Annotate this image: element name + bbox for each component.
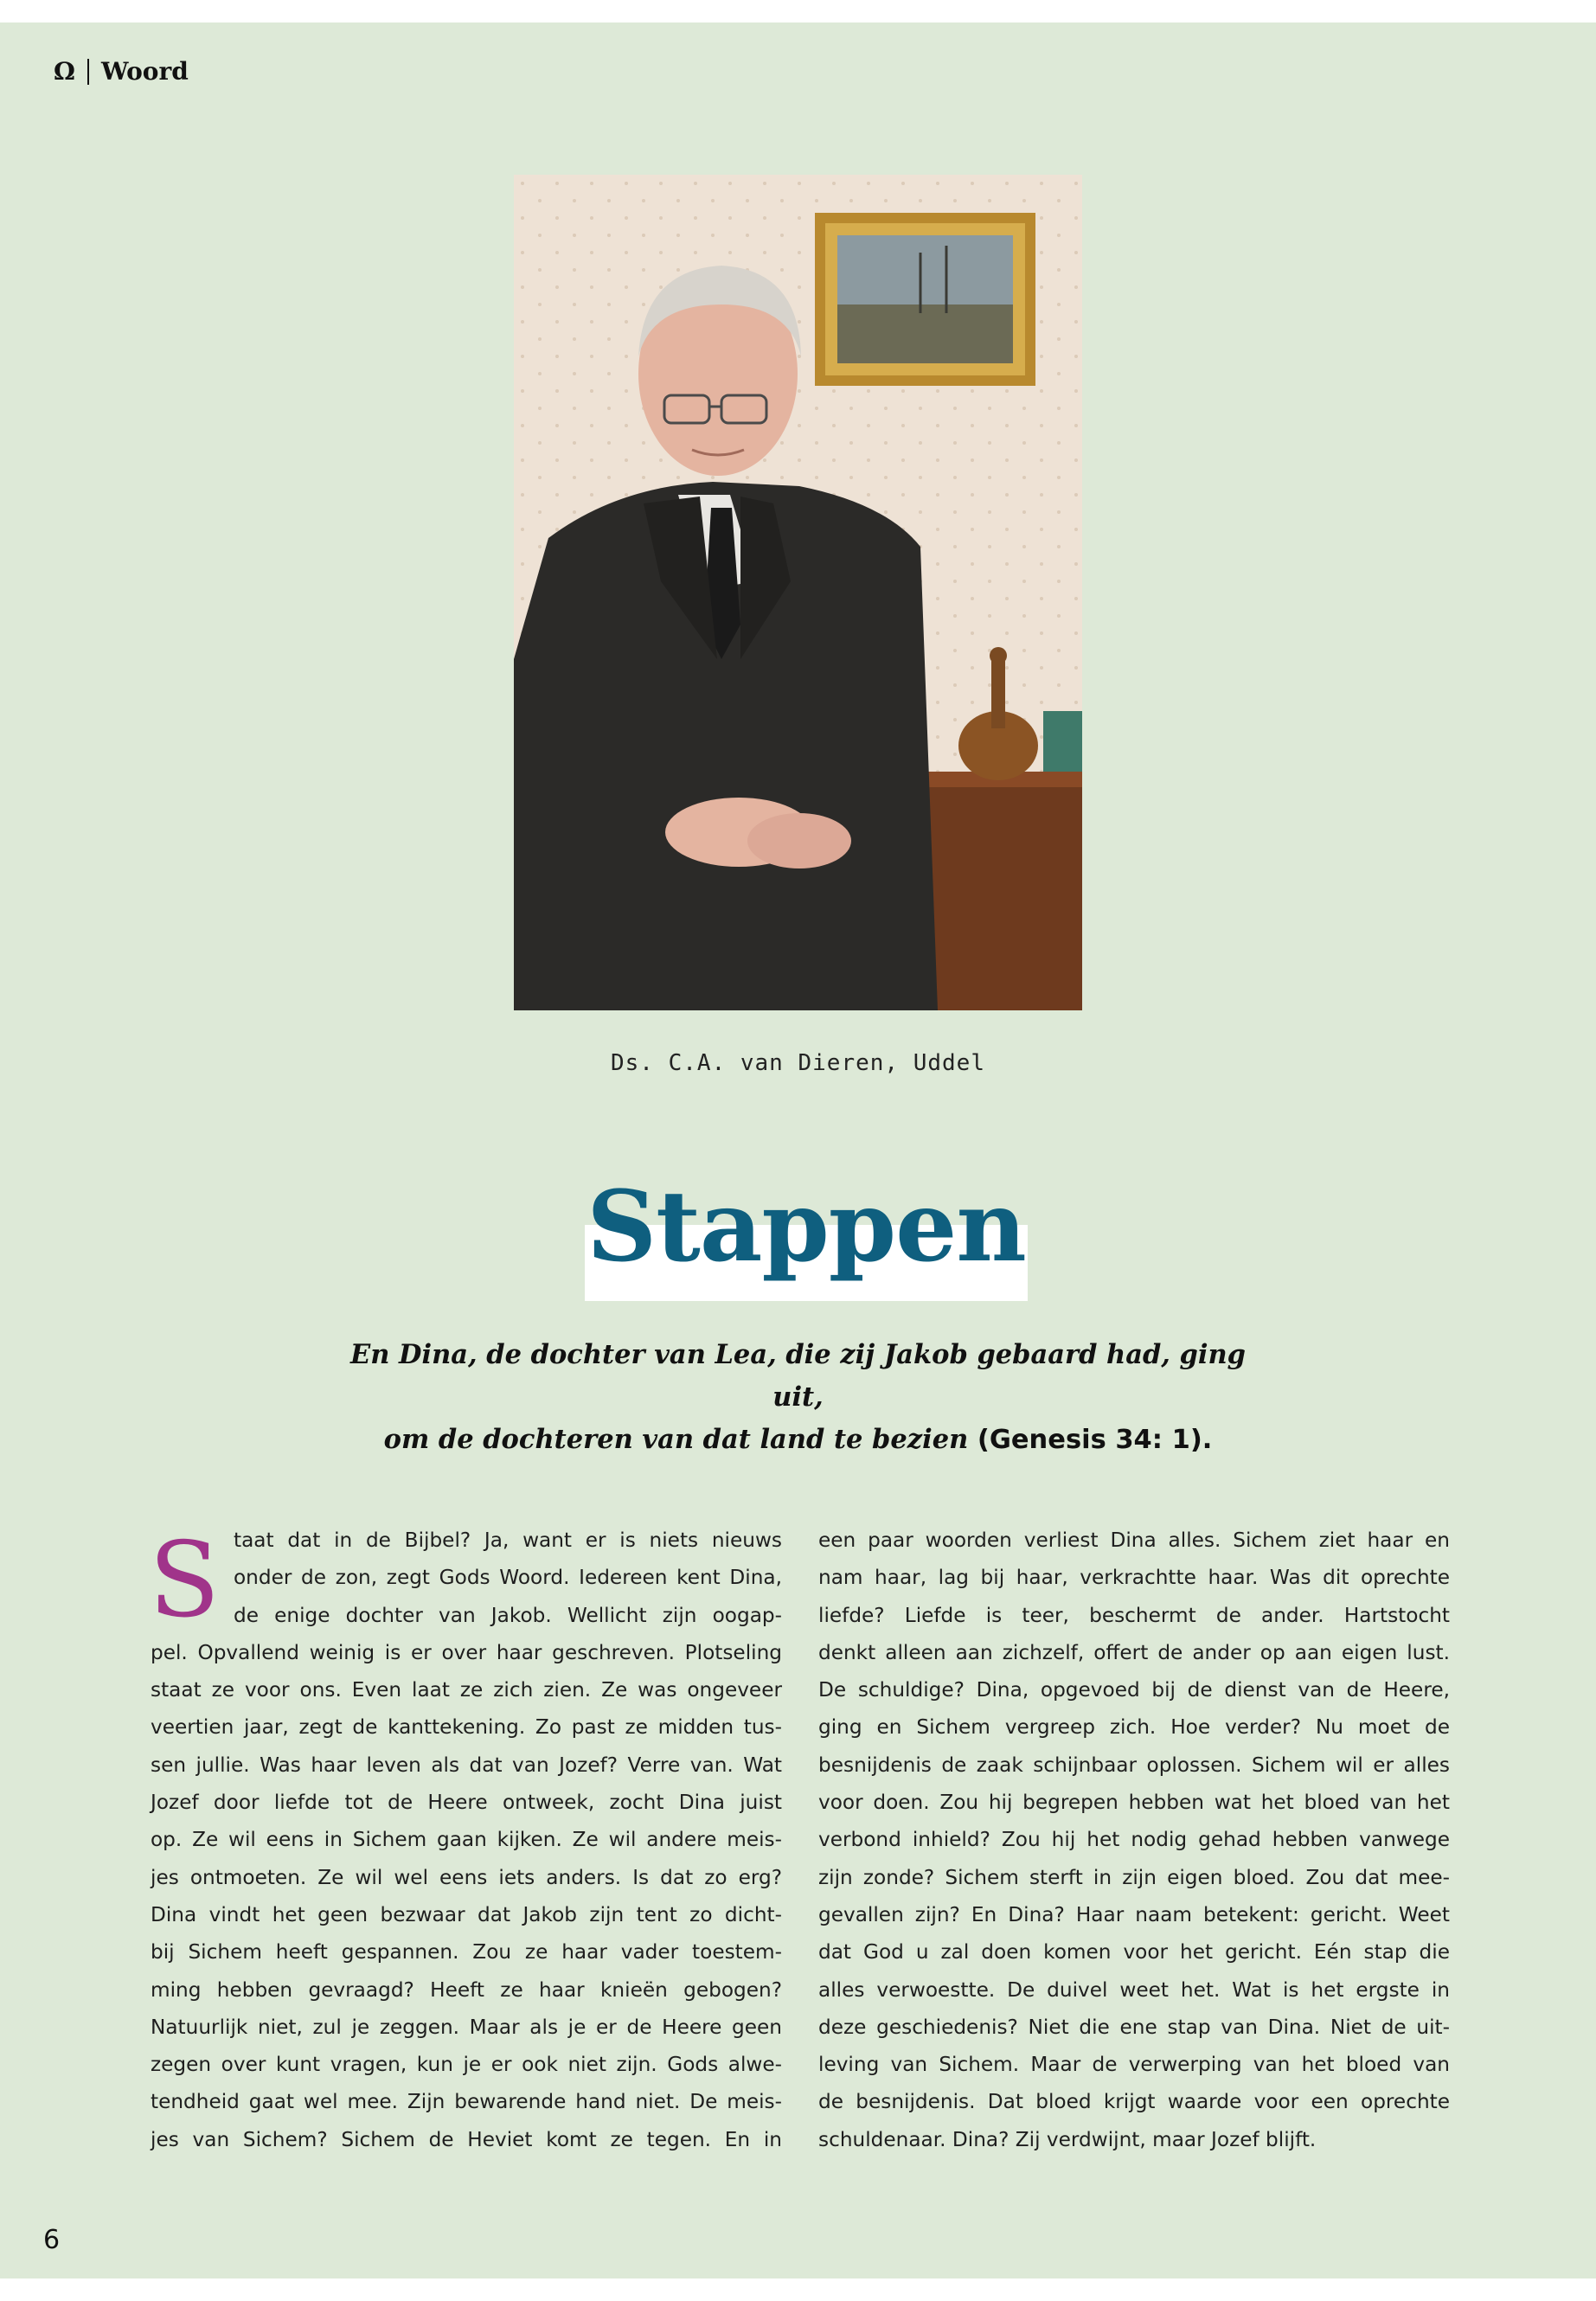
section-label: Woord <box>100 57 189 86</box>
text-line: Dina vindt het geen bezwaar dat Jakob zijn tent zo dicht- <box>151 1902 782 1926</box>
text-line: dat God u zal doen komen voor het gericht. Eén stap die <box>818 1940 1450 1965</box>
photo-caption: Ds. C.A. van Dieren, Uddel <box>611 1050 985 1076</box>
article-column-left <box>151 1522 782 2158</box>
text-line: nam haar, lag bij haar, verkrachtte haar. Was dit oprechte <box>818 1566 1450 1590</box>
quote-line-2: om de dochteren van dat land te bezien <box>383 1424 969 1455</box>
text-line: besnijdenis de zaak schijnbaar oplossen. Sichem wil er alles <box>818 1753 1450 1777</box>
text-line: De schuldige? Dina, opgevoed bij de dienst van de Heere, <box>818 1678 1450 1702</box>
text-line: sen jullie. Was haar leven als dat van Jozef? Verre van. Wat <box>151 1753 782 1777</box>
text-line: schuldenaar. Dina? Zij verdwijnt, maar Jozef blijft. <box>818 2127 1317 2151</box>
text-line: pel. Opvallend weinig is er over haar geschreven. Plotseling <box>151 1640 782 1664</box>
text-line: deze geschiedenis? Niet die ene stap van Dina. Niet de uit- <box>818 2015 1450 2039</box>
text-line: onder de zon, zegt Gods Woord. Iedereen kent Dina, <box>234 1566 782 1590</box>
article-column-right <box>818 1522 1450 2158</box>
drop-cap: S <box>149 1521 221 1641</box>
portrait-photo <box>514 175 1082 1010</box>
text-line: leving van Sichem. Maar de verwerping van het bloed van <box>818 2053 1450 2077</box>
text-line: op. Ze wil eens in Sichem gaan kijken. Ze wil andere meis- <box>151 1828 782 1852</box>
text-line: zegen over kunt vragen, kun je er ook niet zijn. Gods alwe- <box>151 2053 782 2077</box>
text-line: alles verwoestte. De duivel weet het. Wat is het ergste in <box>818 1977 1450 2002</box>
text-line: liefde? Liefde is teer, beschermt de ander. Hartstocht <box>818 1603 1450 1627</box>
text-line: de besnijdenis. Dat bloed krijgt waarde voor een oprechte <box>818 2090 1450 2114</box>
text-line: bij Sichem heeft gespannen. Zou ze haar vader toestem- <box>151 1940 782 1965</box>
text-line: een paar woorden verliest Dina alles. Sichem ziet haar en <box>818 1529 1450 1552</box>
text-line: gevallen zijn? En Dina? Haar naam betekent: gericht. Weet <box>818 1902 1450 1926</box>
text-line: staat ze voor ons. Even laat ze zich zien. Ze was ongeveer <box>151 1678 782 1702</box>
text-line: Jozef door liefde tot de Heere ontweek, zocht Dina juist <box>151 1791 782 1815</box>
page-number: 6 <box>43 2225 61 2255</box>
text-line: jes van Sichem? Sichem de Heviet komt ze tegen. En in <box>151 2127 782 2151</box>
text-line: jes ontmoeten. Ze wil wel eens iets anders. Is dat zo erg? <box>151 1865 782 1889</box>
text-line: tendheid gaat wel mee. Zijn bewarende hand niet. De meis- <box>151 2090 782 2114</box>
header-divider <box>87 59 89 85</box>
article-title: Stappen <box>586 1170 1026 1284</box>
quote-reference: (Genesis 34: 1). <box>968 1425 1213 1455</box>
portrait-illustration <box>514 175 1082 1010</box>
magazine-page <box>0 22 1596 2279</box>
scripture-quote <box>329 1334 1267 1461</box>
article-title-block <box>585 1163 1028 1301</box>
text-line: verbond inhield? Zou hij het nodig gehad hebben vanwege <box>818 1828 1450 1852</box>
text-line: denkt alleen aan zichzelf, offert de ander op aan eigen lust. <box>818 1640 1450 1664</box>
text-line: Natuurlijk niet, zul je zeggen. Maar als je er de Heere geen <box>151 2015 782 2039</box>
quote-line-1: En Dina, de dochter van Lea, die zij Jakob gebaard had, ging uit, <box>350 1339 1246 1413</box>
text-line: ging en Sichem vergreep zich. Hoe verder? Nu moet de <box>818 1715 1450 1740</box>
text-line: ming hebben gevraagd? Heeft ze haar knieën gebogen? <box>151 1977 782 2002</box>
omega-icon: Ω <box>54 57 75 86</box>
text-line: voor doen. Zou hij begrepen hebben wat het bloed van het <box>818 1791 1450 1815</box>
text-line: veertien jaar, zegt de kanttekening. Zo past ze midden tus- <box>151 1715 782 1740</box>
section-header <box>54 57 189 86</box>
text-line: de enige dochter van Jakob. Wellicht zijn oogap- <box>234 1603 782 1627</box>
text-line: taat dat in de Bijbel? Ja, want er is niets nieuws <box>234 1529 782 1552</box>
text-line: zijn zonde? Sichem sterft in zijn eigen bloed. Zou dat mee- <box>818 1865 1450 1889</box>
